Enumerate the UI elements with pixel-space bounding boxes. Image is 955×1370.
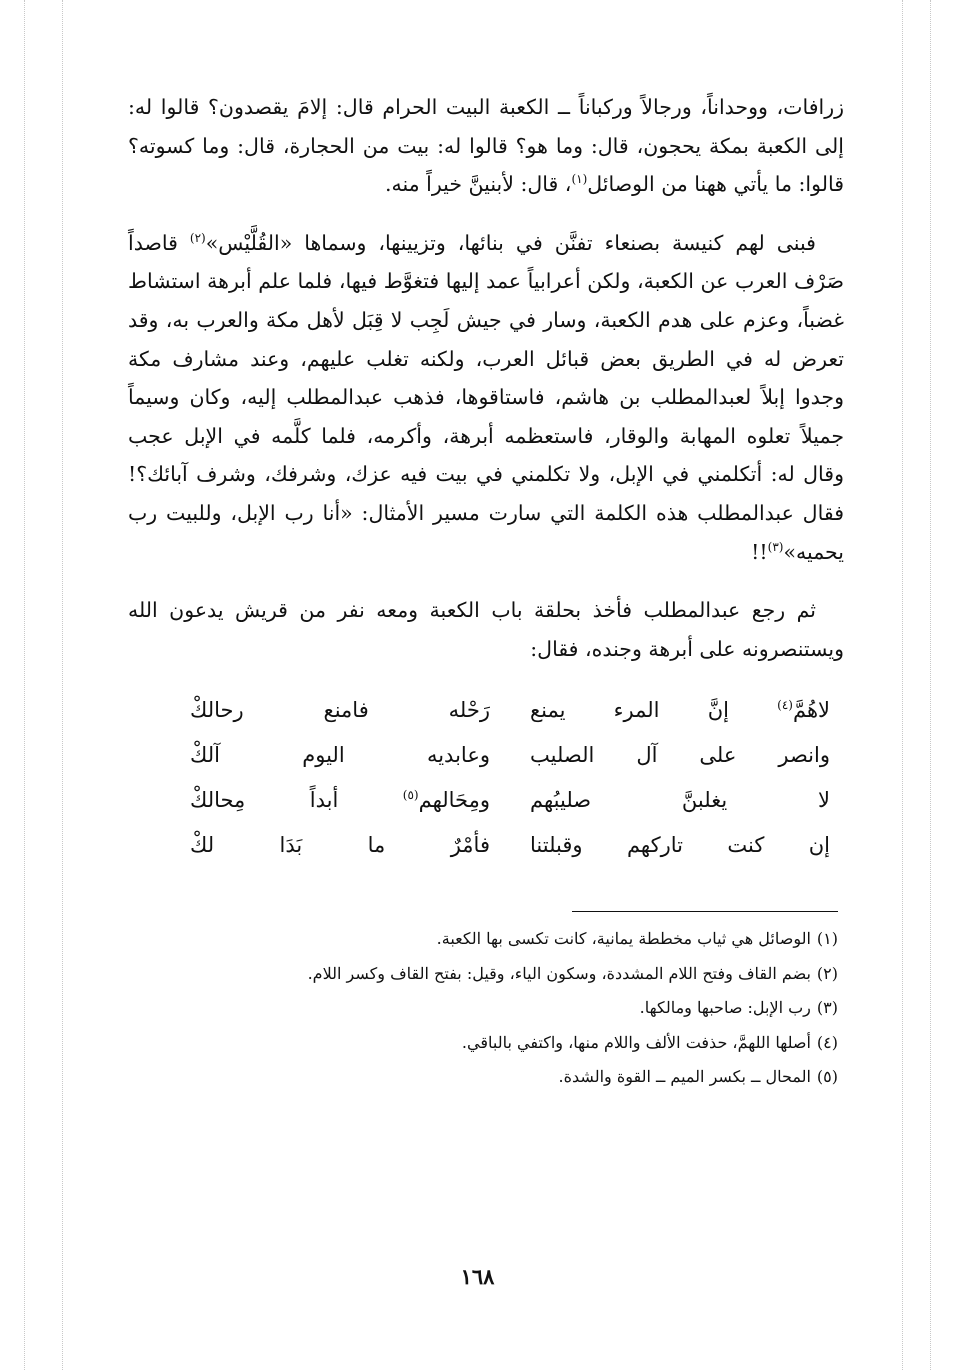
footnotes-list (128, 922, 838, 1095)
poem-verse (190, 733, 830, 778)
footnote-number: (٤) (816, 1032, 838, 1052)
verse-second-hemistich: رَحْله فامنع رحالكْ (190, 698, 490, 723)
scan-guide-line (24, 0, 25, 1370)
verse-text: ومِحَالهم (418, 788, 490, 813)
verse-text: أبداً مِحالكْ (190, 788, 403, 813)
paragraph-2-tail: !! (751, 539, 768, 564)
poem-verse (190, 823, 830, 868)
footnote-text: أصلها اللهمَّ، حذفت الألف واللام منها، واكتفي بالباقي. (461, 1032, 811, 1052)
footnote-number: (٥) (816, 1067, 838, 1087)
verse-text: إنَّ المرء يمنع (530, 698, 778, 723)
paragraph-3 (128, 591, 844, 668)
footnote-ref-5: (٥) (402, 788, 419, 803)
paragraph-1-text: زرافات، ووحداناً، ورجالاً وركباناً ــ الكعبة البيت الحرام قال: إلامَ يقصدون؟ قالوا له: إلى الكعبة بمكة يحجون، قال: وما هو؟ قالوا له: بيت من الحجارة، قال: وما كسوته؟ قالوا: ما يأتي ههنا من الوصائل (128, 95, 844, 197)
verse-first-hemistich: لا يغلبنَّ صليبُهم (530, 788, 830, 813)
poem (190, 688, 830, 868)
scan-guide-line (902, 0, 903, 1370)
book-page (128, 88, 844, 1095)
footnote-text: بضم القاف وفتح اللام المشددة، وسكون الياء، وقيل: بفتح القاف وكسر اللام. (307, 963, 811, 983)
footnote-item (128, 1060, 838, 1095)
footnote-ref-1: (١) (571, 172, 588, 187)
verse-text: لاهُمَّ (792, 698, 830, 723)
page-number: ١٦٨ (460, 1264, 495, 1289)
footnote-separator (572, 911, 838, 912)
footnote-number: (٢) (816, 963, 838, 983)
verse-second-hemistich: فأمْرٌ ما بَدَا لكْ (190, 833, 490, 858)
footnote-number: (٣) (816, 998, 838, 1018)
poem-verse (190, 688, 830, 733)
footnote-item (128, 922, 838, 957)
verse-first-hemistich: وانصر على آل الصليب (530, 743, 830, 768)
footnote-number: (١) (816, 929, 838, 949)
footnote-text: المحال ــ بكسر الميم ــ القوة والشدة. (558, 1067, 811, 1087)
footnote-ref-4: (٤) (777, 698, 793, 713)
verse-second-hemistich: وعابديه اليوم آلكْ (190, 743, 490, 768)
verse-first-hemistich: إن كنت تاركهم وقبلتنا (530, 833, 830, 858)
paragraph-2-opening: فبنى لهم كنيسة بصنعاء تفنَّن في بنائها، وتزيينها، وسماها «القُلَّيْس» (205, 230, 816, 255)
scan-guide-line (930, 0, 931, 1370)
paragraph-2-body: قاصداً صَرْف العرب عن الكعبة، ولكن أعرابياً عمد إليها فتغوَّط فيها، فلما علم أبرهة استشاط غضباً، وعزم على هدم الكعبة، وسار في جيش لَجِب لا قِبَل لأهل مكة والعرب به، وقد تعرض له في الطريق بعض قبائل العرب، ولكنه تغلب عليهم، وعند مشارف مكة وجدوا إبلاً لعبدالمطلب بن هاشم، فاستاقوها، فذهب عبدالمطلب إليه، وكان وسيماً جميلاً تعلوه المهابة والوقار، فاستعظمه أبرهة، وأكرمه، فلما كلَّمه في الإبل عجب وقال له: أتكلمني في الإبل، ولا تكلمني في بيت فيه عزك، وشرفك، وشرف آبائك؟! فقال عبدالمطلب هذه الكلمة التي سارت مسير الأمثال: «أنا رب الإبل، وللبيت رب يحميه» (128, 230, 844, 564)
footnote-text: رب الإبل: صاحبها ومالكها. (639, 998, 811, 1018)
footnote-text: الوصائل هي ثياب مخططة يمانية، كانت تكسى بها الكعبة. (436, 929, 811, 949)
footnote-item (128, 957, 838, 992)
paragraph-2 (128, 224, 844, 571)
paragraph-1-end: ، قال: لأبنينَّ خيراً منه. (384, 172, 572, 197)
paragraph-3-text: ثم رجع عبدالمطلب فأخذ بحلقة باب الكعبة ومعه نفر من قريش يدعون الله ويستنصرونه على أبرهة وجنده، فقال: (128, 598, 844, 661)
footnote-item (128, 1026, 838, 1061)
footnote-item (128, 991, 838, 1026)
verse-first-hemistich (530, 688, 830, 733)
paragraph-1 (128, 88, 844, 204)
footnote-ref-2: (٢) (189, 230, 206, 245)
footnote-ref-3: (٣) (767, 539, 784, 554)
poem-verse (190, 778, 830, 823)
verse-second-hemistich (190, 778, 490, 823)
scan-guide-line (62, 0, 63, 1370)
